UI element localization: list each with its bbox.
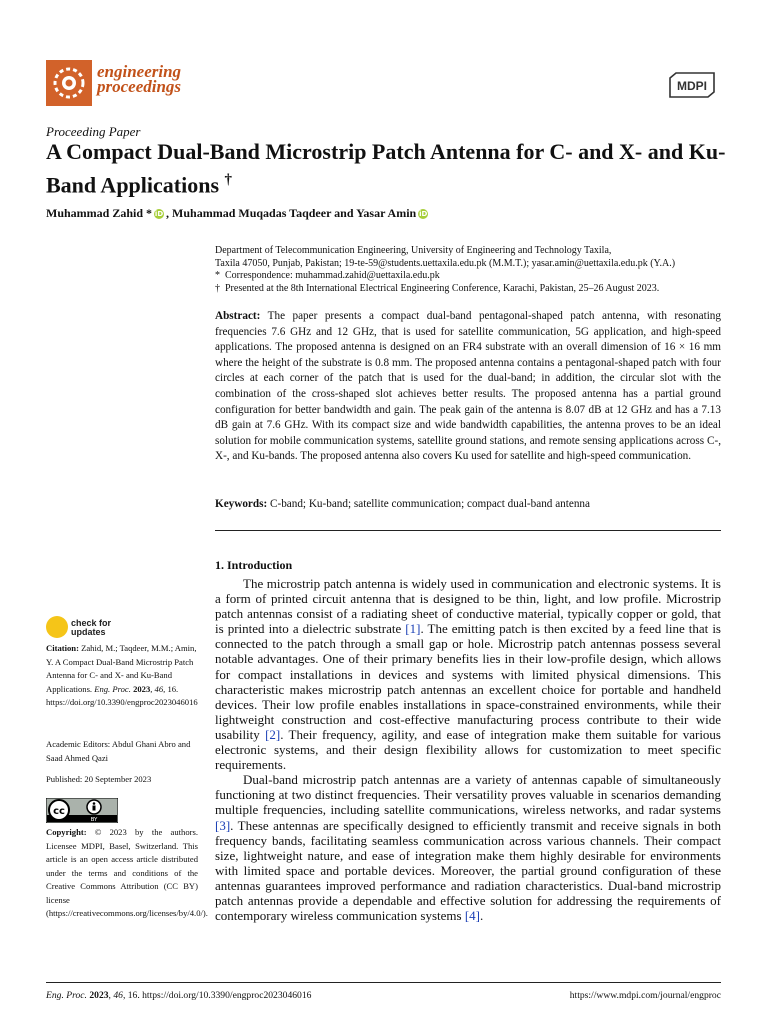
mdpi-logo-icon[interactable] <box>666 70 718 100</box>
publisher-name: MDPI <box>677 79 707 93</box>
abstract-label: Abstract: <box>215 310 261 322</box>
paragraph <box>215 772 721 923</box>
footer-journal: Eng. Proc. <box>46 990 87 1001</box>
orcid-icon[interactable]: iD <box>154 210 164 218</box>
citation-block: Citation: Zahid, M.; Taqdeer, M.M.; Amin, Y. A Compact Dual-Band Microstrip Patch Antenna for C- and X- and Ku-Band Applications. Eng. Proc. 2023, 46, 16. https://doi.org/10.3390/engproc2023046016 <box>46 643 198 707</box>
affiliation-line: Department of Telecommunication Engineering, University of Engineering and Technology Taxila, <box>215 245 612 256</box>
abstract <box>215 309 721 465</box>
copyright-text: © 2023 by the authors. Licensee MDPI, Basel, Switzerland. This article is an open access article distributed under the terms and conditions of the Creative Commons Attribution (CC BY) license (https://creativecommons.org/licenses/by/4.0/). <box>46 827 208 918</box>
paragraph-text: The microstrip patch antenna is widely used in communication and electronic systems. It is a form of printed circuit antenna that is designed to be thin, light, and low profile. Microstrip patch antennas consist of a radiating sheet of conductive material, typically copper or gold, that is printed into a dielectric substrate <box>215 576 721 637</box>
affiliations <box>215 245 721 295</box>
footer-volume: 46 <box>113 990 123 1001</box>
presented-note: † Presented at the 8th International Electrical Engineering Conference, Karachi, Pakistan, 25–26 August 2023. <box>215 282 660 294</box>
paragraph-text: . The emitting patch is then excited by a feed line that is connected to the patch through a small gap or hole. Microstrip patch antennas possess several notable advantages. One of their primary benefits lies in their low-profile design, which allows for compact installations in devices and systems with limited physical dimensions. This characteristic makes microstrip patch antennas an excellent choice for portable and handheld devices. Their low profile enables installations in space-constrained environments, while their lightweight construction and cost-effective manufacturing process contribute to their wide usability <box>215 621 721 742</box>
citation-label: Citation: <box>46 643 79 653</box>
paragraph-text: . <box>480 908 484 924</box>
academic-editors: Academic Editors: Abdul Ghani Abro and Saad Ahmed Qazi <box>46 739 191 763</box>
paper-title <box>46 138 726 199</box>
copyright-notice <box>46 826 208 921</box>
check-updates-line2: updates <box>71 627 106 637</box>
footer-year: 2023 <box>89 990 109 1001</box>
footer-journal-url[interactable]: https://www.mdpi.com/journal/engproc <box>569 990 721 1001</box>
paper-title-text: A Compact Dual-Band Microstrip Patch Antenna for C- and X- and Ku-Band Applications <box>46 139 726 198</box>
paragraph-text: . Their frequency, agility, and ease of integration make them suitable for various electronic systems, and their design flexibility allows for customization to meet specific requirements. <box>215 726 721 773</box>
citation-link[interactable]: [3] <box>215 817 231 833</box>
citation-text: Zahid, M.; Taqdeer, M.M.; Amin, Y. A Compact Dual-Band Microstrip Patch Antenna for C- and X- and Ku-Band Applications. <box>46 643 197 694</box>
citation-link[interactable]: [4] <box>464 908 481 924</box>
check-updates-icon <box>46 616 68 638</box>
keywords-text: C-band; Ku-band; satellite communication; compact dual-band antenna <box>270 498 590 510</box>
author-2-3: , Muhammad Muqadas Taqdeer and Yasar Amin <box>166 206 417 220</box>
correspondence: * Correspondence: muhammad.zahid@uettaxila.edu.pk <box>215 270 440 281</box>
citation-link[interactable]: [2] <box>265 726 281 742</box>
svg-text:cc: cc <box>53 806 65 817</box>
journal-name-line1: engineering <box>97 62 182 81</box>
footer-doi[interactable]: , 16. https://doi.org/10.3390/engproc2023046016 <box>122 990 312 1001</box>
citation-year: 2023 <box>133 683 151 694</box>
keywords-label: Keywords: <box>215 498 268 510</box>
citation-link[interactable]: [1] <box>405 621 421 637</box>
footer-citation: Eng. Proc. 2023, 46, 16. https://doi.org/10.3390/engproc2023046016 <box>46 990 312 1001</box>
citation-doi[interactable]: , 16. https://doi.org/10.3390/engproc2023046016 <box>46 683 198 707</box>
paragraph-text: . These antennas are specifically designed to efficiently transmit and receive signals in both frequency bands, facilitating seamless communication across various channels. Their compact size, lightweight nature, and ease of integration make them highly desirable for environments with limited space and portable devices. Moreover, the partial ground configuration of these antennas guarantees improved performance and radiation characteristics. Dual-band microstrip patch antennas provide a dependable and effective solution for addressing the requirements of contemporary wireless communication systems <box>215 817 721 924</box>
affiliation-line: Taxila 47050, Punjab, Pakistan; 19-te-59@students.uettaxila.edu.pk (M.M.T.); yasar.amin@uettaxila.edu.pk (Y.A.) <box>215 257 676 269</box>
section-heading: 1. Introduction <box>215 558 293 572</box>
citation-journal: Eng. Proc. <box>94 683 131 694</box>
author-1: Muhammad Zahid * <box>46 206 153 220</box>
paragraph <box>215 576 721 772</box>
title-footnote-mark: † <box>224 172 233 188</box>
footer-divider <box>46 982 721 983</box>
journal-logo-icon <box>46 60 92 106</box>
published-date: Published: 20 September 2023 <box>46 774 152 784</box>
cc-by-license-icon[interactable] <box>46 798 118 823</box>
author-list <box>46 206 430 221</box>
journal-name-line2: proceedings <box>97 77 182 96</box>
introduction-body <box>215 576 721 923</box>
divider <box>215 530 721 531</box>
journal-name <box>97 64 181 94</box>
paragraph-text: Dual-band microstrip patch antennas are a variety of antennas capable of simultaneously functioning at two distinct frequencies. Their versatility proves valuable in scenarios demanding multiple frequencies, including satellite communications, wireless networks, and radar systems <box>215 772 721 818</box>
citation-volume: 46 <box>154 683 164 694</box>
orcid-icon[interactable]: iD <box>419 210 428 218</box>
copyright-label: Copyright: <box>46 827 87 837</box>
paper-type: Proceeding Paper <box>46 124 141 139</box>
cc-label: BY <box>90 817 98 823</box>
keywords <box>215 497 721 512</box>
check-updates-line1: check for <box>71 618 112 628</box>
abstract-text: The paper presents a compact dual-band pentagonal-shaped patch antenna, with resonating frequencies 7.6 GHz and 12 GHz, that is used for satellite communication, 5G application, and high-speed applications. The proposed antenna is designed on an FR4 substrate with an overall dimension of 16 × 16 mm where the height of the substrate is 0.8 mm. The proposed antenna contains a pentagonal-shaped patch with four circles at each corner of the patch that is used for the dual-band; in addition, the circular slot with the combination of the cross-shaped slot achieves better results. The proposed antenna has a partial ground configuration for better bandwidth and gain. The peak gain of the antenna is 8.07 dB at 12 GHz and has a 7.13 dB gain at 7.6 GHz. With its compact size and wide bandwidth capabilities, the antenna proves to be an ideal solution for mobile communication systems, satellite ground stations, and remote sensing applications across C-, X-, and Ku-bands. The proposed antenna also covers Ku used for satellite and high-speed communication. <box>215 310 721 463</box>
